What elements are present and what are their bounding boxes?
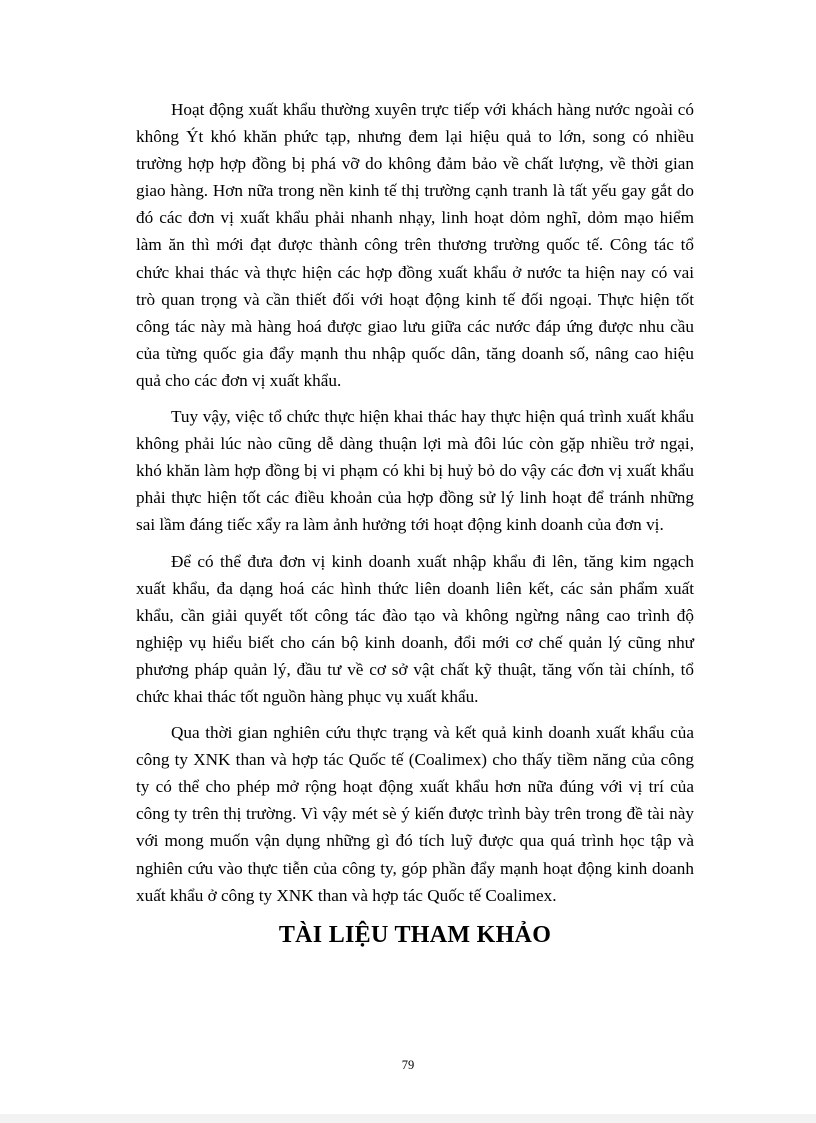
paragraph-1: Hoạt động xuất khẩu thường xuyên trực tiếp với khách hàng nước ngoài có không Ýt khó khăn phức tạp, nhưng đem lại hiệu quả to lớn, song có nhiều trường hợp hợp đồng bị phá vỡ do không đảm bảo về chất lượng, về thời gian giao hàng. Hơn nữa trong nền kinh tế thị trường cạnh tranh là tất yếu gay gắt do đó các đơn vị xuất khẩu phải nhanh nhạy, linh hoạt dỏm nghĩ, dỏm mạo hiểm làm ăn thì mới đạt được thành công trên thương trường quốc tế. Công tác tổ chức khai thác và thực hiện các hợp đồng xuất khẩu ở nước ta hiện nay có vai trò quan trọng và cần thiết đối với hoạt động kinh tế đối ngoại. Thực hiện tốt công tác này mà hàng hoá được giao lưu giữa các nước đáp ứng được nhu cầu của từng quốc gia đẩy mạnh thu nhập quốc dân, tăng doanh số, nâng cao hiệu quả cho các đơn vị xuất khẩu. xyxy=(136,100,694,390)
page-number: 79 xyxy=(401,1058,415,1072)
paragraph-2: Tuy vậy, việc tổ chức thực hiện khai thác hay thực hiện quá trình xuất khẩu không phải lúc nào cũng dễ dàng thuận lợi mà đôi lúc còn gặp nhiều trở ngại, khó khăn làm hợp đồng bị vi phạm có khi bị huỷ bỏ do vậy các đơn vị xuất khẩu phải thực hiện tốt các điều khoản của hợp đồng sử lý linh hoạt để tránh những sai lầm đáng tiếc xẩy ra làm ảnh hưởng tới hoạt động kinh doanh của đơn vị. xyxy=(136,407,694,535)
page-content xyxy=(136,96,694,952)
page-bottom-edge xyxy=(0,1114,816,1123)
paragraph-3: Để có thể đưa đơn vị kinh doanh xuất nhập khẩu đi lên, tăng kim ngạch xuất khẩu, đa dạng hoá các hình thức liên doanh liên kết, các sản phẩm xuất khẩu, cần giải quyết tốt công tác đào tạo và không ngừng nâng cao trình độ nghiệp vụ hiểu biết cho cán bộ kinh doanh, đổi mới cơ chế quản lý cũng như phương pháp quản lý, đầu tư về cơ sở vật chất kỹ thuật, tăng vốn tài chính, tổ chức khai thác tốt nguồn hàng phục vụ xuất khẩu. xyxy=(136,551,694,706)
section-heading: TÀI LIỆU THAM KHẢO xyxy=(278,921,552,948)
paragraph-4: Qua thời gian nghiên cứu thực trạng và kết quả kinh doanh xuất khẩu của công ty XNK than và hợp tác Quốc tế (Coalimex) cho thấy tiềm năng của công ty có thể cho phép mở rộng hoạt động xuất khẩu hơn nữa đúng với vị trí của công ty trên thị trường. Vì vậy mét sè ý kiến được trình bày trên trong đề tài này với mong muốn vận dụng những gì đó tích luỹ được qua quá trình học tập và nghiên cứu vào thực tiễn của công ty, góp phần đẩy mạnh hoạt động kinh doanh xuất khẩu ở công ty XNK than và hợp tác Quốc tế Coalimex. xyxy=(136,723,694,905)
